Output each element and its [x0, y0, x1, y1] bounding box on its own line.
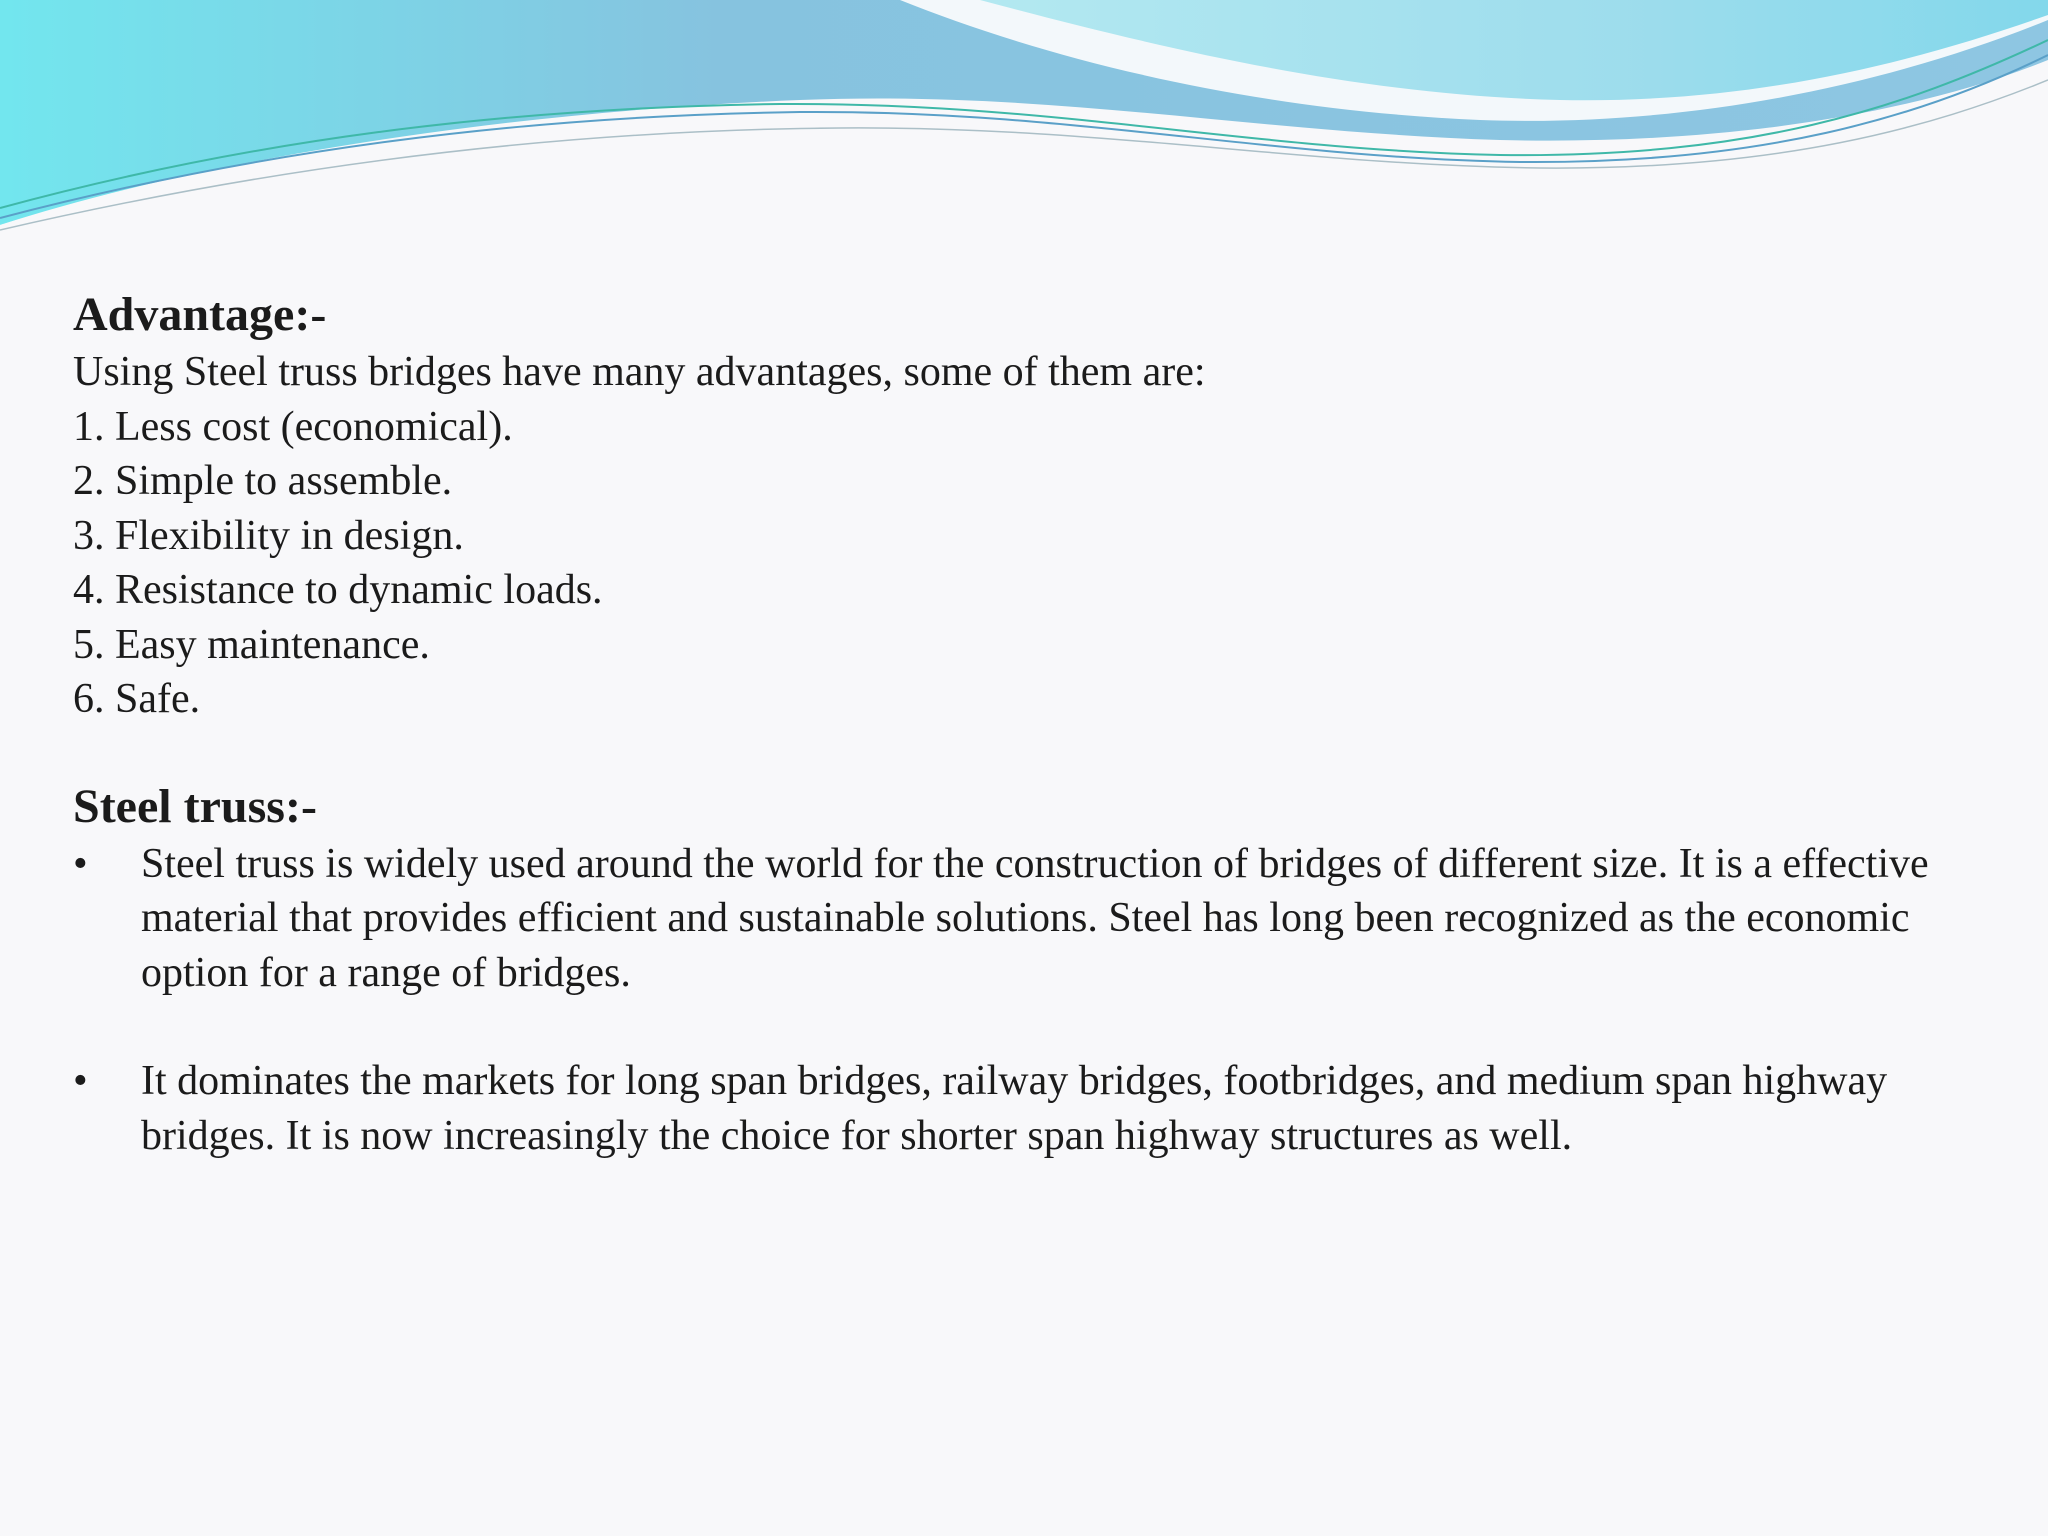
advantage-list-item: 2. Simple to assemble. [73, 458, 453, 504]
advantage-list [73, 400, 1973, 727]
advantage-heading: Advantage:- [73, 288, 327, 341]
steel-truss-bullet-list [73, 837, 1973, 1164]
advantage-intro: Using Steel truss bridges have many advantages, some of them are: [73, 349, 1206, 395]
wave-header-decoration [0, 0, 2048, 240]
steel-truss-bullet-text: It dominates the markets for long span bridges, railway bridges, footbridges, and medium span highway bridges. It is now increasingly the choice for shorter span highway structures as well. [141, 1058, 1888, 1159]
advantage-list-item: 6. Safe. [73, 676, 201, 722]
steel-truss-bullet-item [73, 837, 1973, 1001]
steel-truss-heading: Steel truss:- [73, 779, 317, 833]
steel-truss-bullet-item [73, 1054, 1973, 1163]
advantage-list-item: 1. Less cost (economical). [73, 403, 513, 450]
bullet-dot-icon: • [73, 840, 88, 887]
slide-content [73, 285, 1973, 1163]
advantage-list-item: 5. Easy maintenance. [73, 621, 430, 668]
advantage-list-item: 4. Resistance to dynamic loads. [73, 567, 603, 613]
bullet-dot-icon: • [73, 1058, 88, 1104]
steel-truss-bullet-text: Steel truss is widely used around the world for the construction of bridges of different size. It is a effective material that provides efficient and sustainable solutions. Steel has long been recognized as the economic option for a range of bridges. [141, 840, 1929, 996]
advantage-list-item: 3. Flexibility in design. [73, 512, 464, 559]
